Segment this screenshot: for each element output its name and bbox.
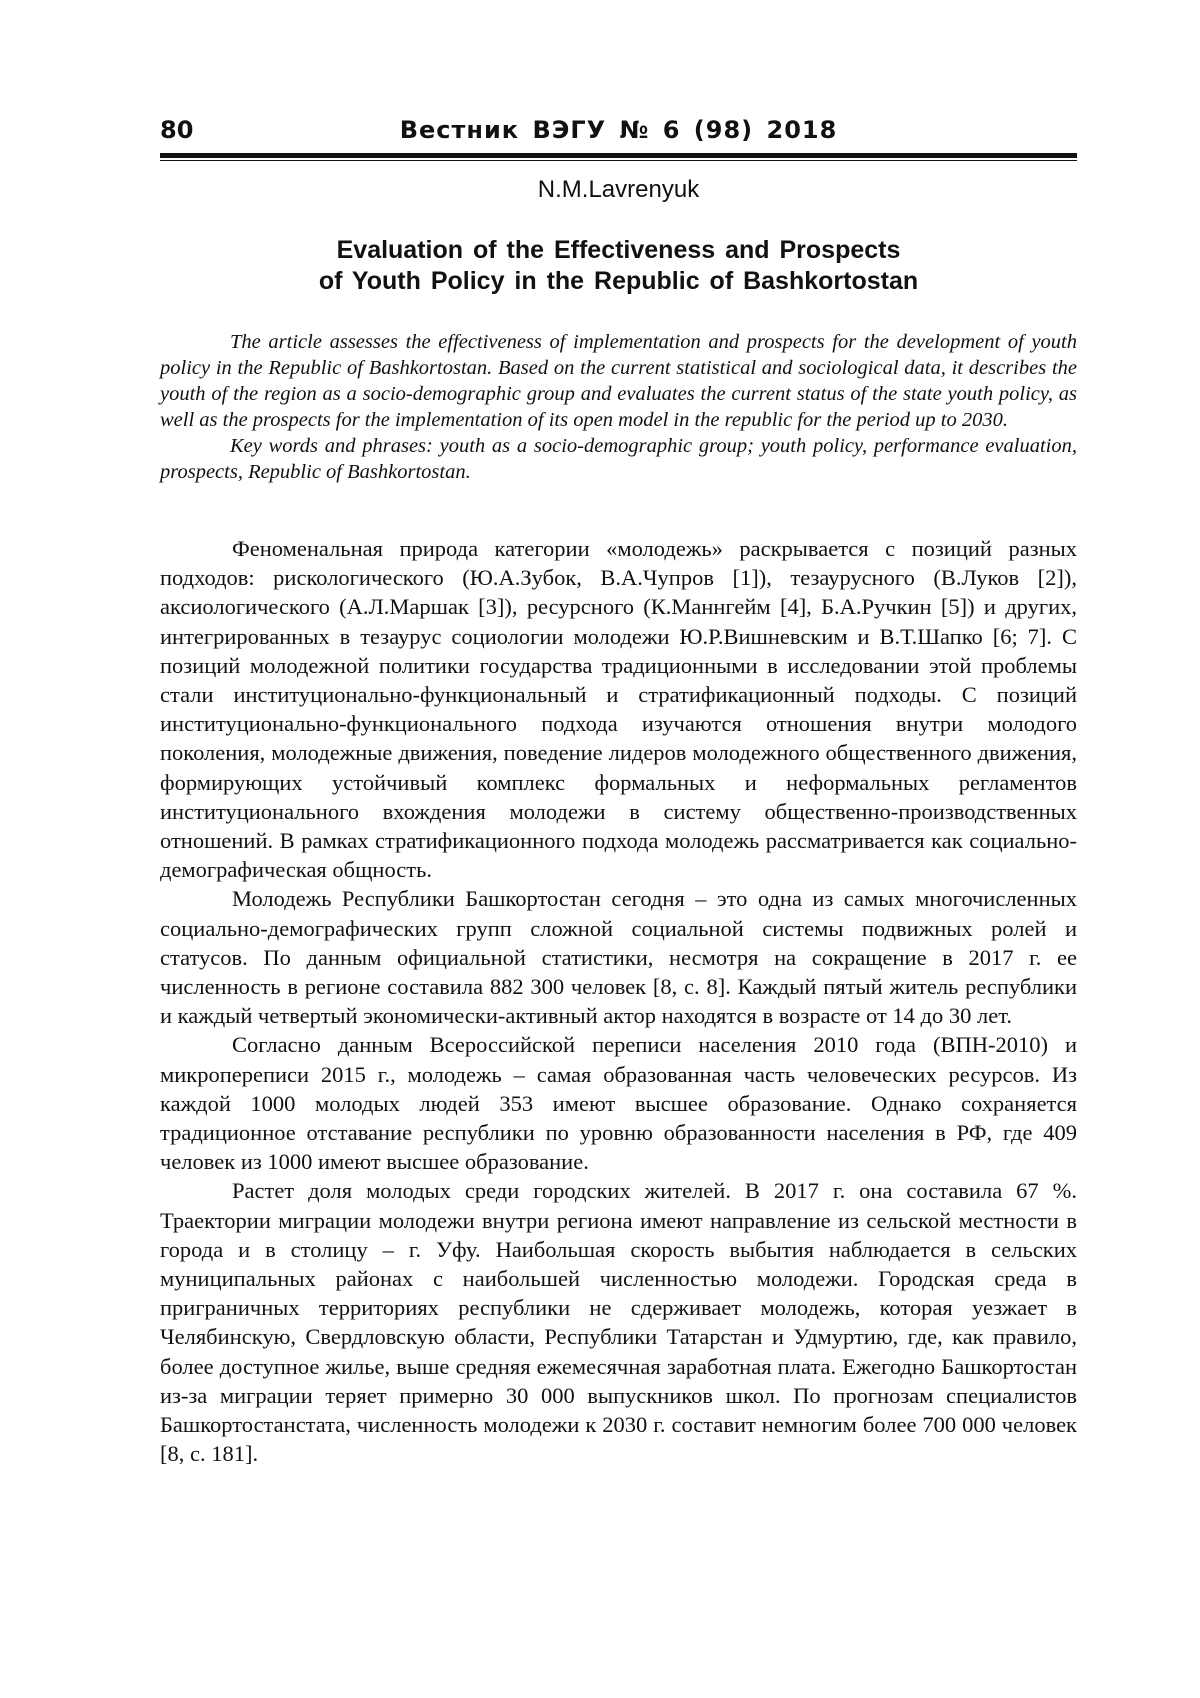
article-title xyxy=(160,235,1077,297)
article-body xyxy=(160,534,1077,1469)
page-number: 80 xyxy=(160,116,194,144)
abstract-summary: The article assesses the effectiveness of implementation and prospects for the development of youth policy in the Republic of Bashkortostan. Based on the current statistical and sociological data, it describes the youth of the region as a socio-demographic group and evaluates the current status of the state youth policy, as well as the prospects for the implementation of its open model in the republic for the period up to 2030. xyxy=(160,331,1077,431)
header-rule-thin xyxy=(160,160,1077,161)
page-header xyxy=(160,116,1077,152)
article-title-line-2: of Youth Policy in the Republic of Bashkortostan xyxy=(318,267,919,295)
body-paragraph: Феноменальная природа категории «молодежь» раскрывается с позиций разных подходов: рискологического (Ю.А.Зубок, В.А.Чупров [1]), тезаурусного (В.Луков [2]), аксиологического (А.Л.Маршак [3]), ресурсного (К.Маннгейм [4], Б.А.Ручкин [5]) и других, интегрированных в тезаурус социологии молодежи Ю.Р.Вишневским и В.Т.Шапко [6; 7]. С позиций молодежной политики государства традиционными в исследовании этой проблемы стали институционально-функциональный и стратификационный подходы. С позиций институционально-функционального подхода изучаются отношения внутри молодого поколения, молодежные движения, поведение лидеров молодежного общественного движения, формирующих устойчивый комплекс формальных и неформальных регламентов институционального вхождения молодежи в систему общественно-производственных отношений. В рамках стратификационного подхода молодежь рассматривается как социально-демографическая общность. xyxy=(160,536,1077,883)
abstract-keywords: Key words and phrases: youth as a socio-demographic group; youth policy, performance evaluation, prospects, Republic of Bashkortostan. xyxy=(160,435,1077,483)
article-author: N.M.Lavrenyuk xyxy=(537,176,700,203)
article-title-line-1: Evaluation of the Effectiveness and Prospects xyxy=(336,236,901,264)
body-paragraph: Растет доля молодых среди городских жителей. В 2017 г. она составила 67 %. Траектории миграции молодежи внутри региона имеют направление из сельской местности в города и в столицу – г. Уфу. Наибольшая скорость выбытия наблюдается в сельских муниципальных районах с наибольшей численностью молодежи. Городская среда в приграничных территориях республики не сдерживает молодежь, которая уезжает в Челябинскую, Свердловскую области, Республики Татарстан и Удмуртию, где, как правило, более доступное жилье, выше средняя ежемесячная заработная плата. Ежегодно Башкортостан из-за миграции теряет примерно 30 000 выпускников школ. По прогнозам специалистов Башкортостанстата, численность молодежи к 2030 г. составит немногим более 700 000 человек [8, с. 181]. xyxy=(160,1178,1077,1467)
body-paragraph: Молодежь Республики Башкортостан сегодня – это одна из самых многочисленных социально-демографических групп сложной социальной системы подвижных ролей и статусов. По данным официальной статистики, несмотря на сокращение в 2017 г. ее численность в регионе составила 882 300 человек [8, с. 8]. Каждый пятый житель республики и каждый четвертый экономически-активный актор находятся в возрасте от 14 до 30 лет. xyxy=(160,886,1077,1029)
journal-title: Вестник ВЭГУ № 6 (98) 2018 xyxy=(399,116,838,144)
abstract xyxy=(160,329,1077,485)
body-paragraph: Согласно данным Всероссийской переписи населения 2010 года (ВПН-2010) и микропереписи 2015 г., молодежь – самая образованная часть человеческих ресурсов. Из каждой 1000 молодых людей 353 имеют высшее образование. Однако сохраняется традиционное отставание республики по уровню образованности населения в РФ, где 409 человек из 1000 имеют высшее образование. xyxy=(160,1032,1077,1175)
header-rule-thick xyxy=(160,153,1077,158)
